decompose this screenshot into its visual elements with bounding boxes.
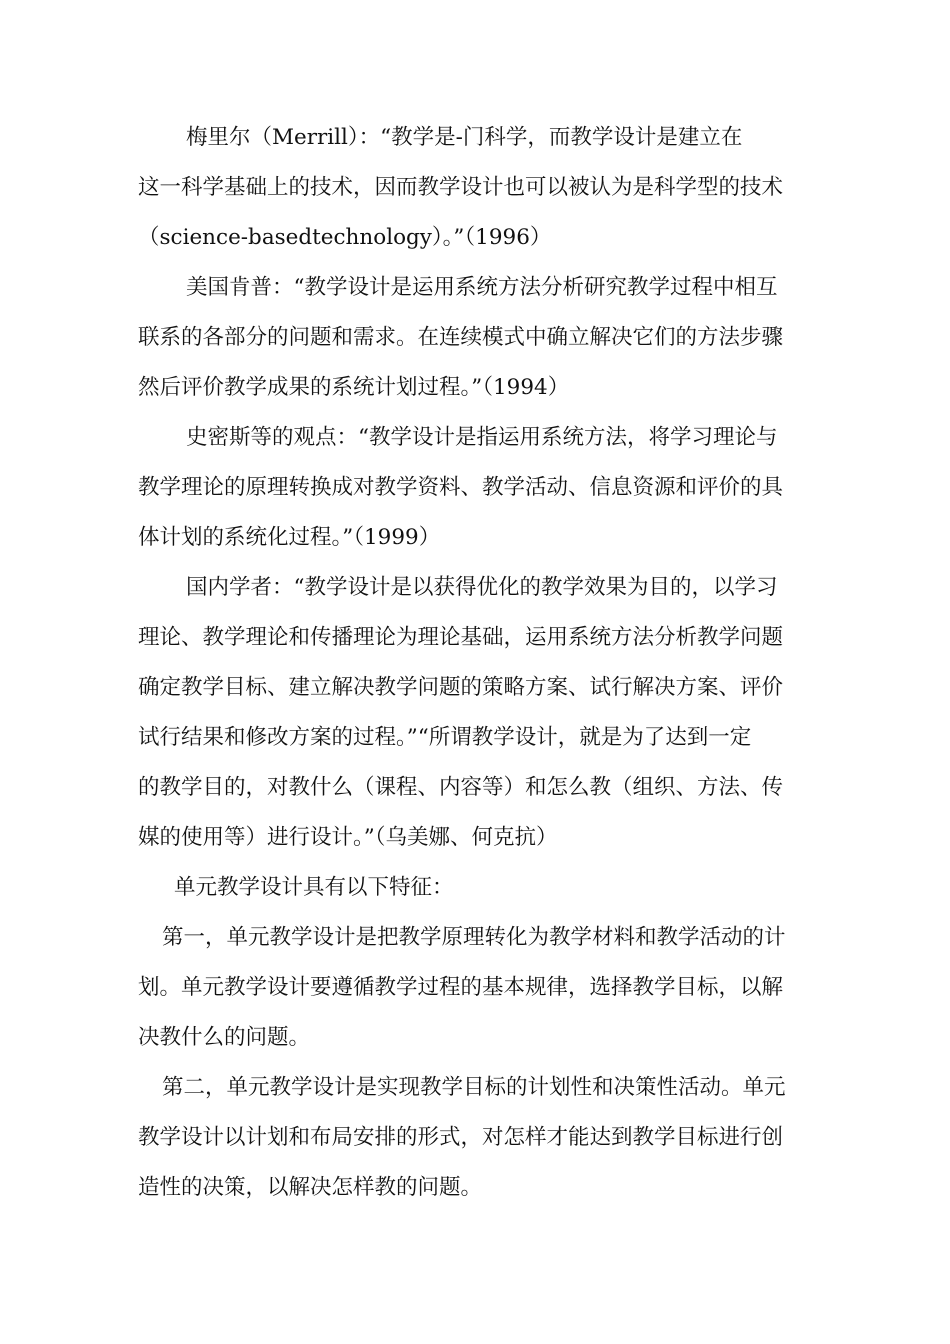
domestic-line-4: 试行结果和修改方案的过程。”“所谓教学设计，就是为了达到一定 (138, 725, 752, 750)
features-heading: 单元教学设计具有以下特征： (174, 875, 454, 900)
kemp-line-3: 然后评价教学成果的系统计划过程。”（1994） (138, 375, 570, 400)
feature-one-line-3: 决教什么的问题。 (138, 1025, 311, 1050)
smith-line-1: 史密斯等的观点：“教学设计是指运用系统方法，将学习理论与 (186, 425, 778, 450)
kemp-line-2: 联系的各部分的问题和需求。在连续模式中确立解决它们的方法步骤 (138, 325, 784, 350)
feature-two-line-1: 第二，单元教学设计是实现教学目标的计划性和决策性活动。单元 (162, 1075, 786, 1100)
feature-two-line-3: 造性的决策，以解决怎样教的问题。 (138, 1175, 483, 1200)
kemp-line-1: 美国肯普：“教学设计是运用系统方法分析研究教学过程中相互 (186, 275, 778, 300)
domestic-line-1: 国内学者：“教学设计是以获得优化的教学效果为目的，以学习 (186, 575, 778, 600)
merrill-line-1: 梅里尔（Merrill）：“教学是-门科学，而教学设计是建立在 (186, 125, 743, 150)
domestic-line-2: 理论、教学理论和传播理论为理论基础，运用系统方法分析教学问题 (138, 625, 784, 650)
merrill-line-2: 这一科学基础上的技术，因而教学设计也可以被认为是科学型的技术 (138, 175, 784, 200)
feature-two-line-2: 教学设计以计划和布局安排的形式，对怎样才能达到教学目标进行创 (138, 1125, 784, 1150)
feature-one-line-1: 第一，单元教学设计是把教学原理转化为教学材料和教学活动的计 (162, 925, 786, 950)
domestic-line-6: 媒的使用等）进行设计。”（乌美娜、何克抗） (138, 825, 558, 850)
smith-line-3: 体计划的系统化过程。”（1999） (138, 525, 441, 550)
domestic-line-5: 的教学目的，对教什么（课程、内容等）和怎么教（组织、方法、传 (138, 775, 784, 800)
merrill-line-3: （science-basedtechnology）。”（1996） (138, 225, 552, 250)
feature-one-line-2: 划。单元教学设计要遵循教学过程的基本规律，选择教学目标，以解 (138, 975, 784, 1000)
domestic-line-3: 确定教学目标、建立解决教学问题的策略方案、试行解决方案、评价 (138, 675, 784, 700)
smith-line-2: 教学理论的原理转换成对教学资料、教学活动、信息资源和评价的具 (138, 475, 784, 500)
